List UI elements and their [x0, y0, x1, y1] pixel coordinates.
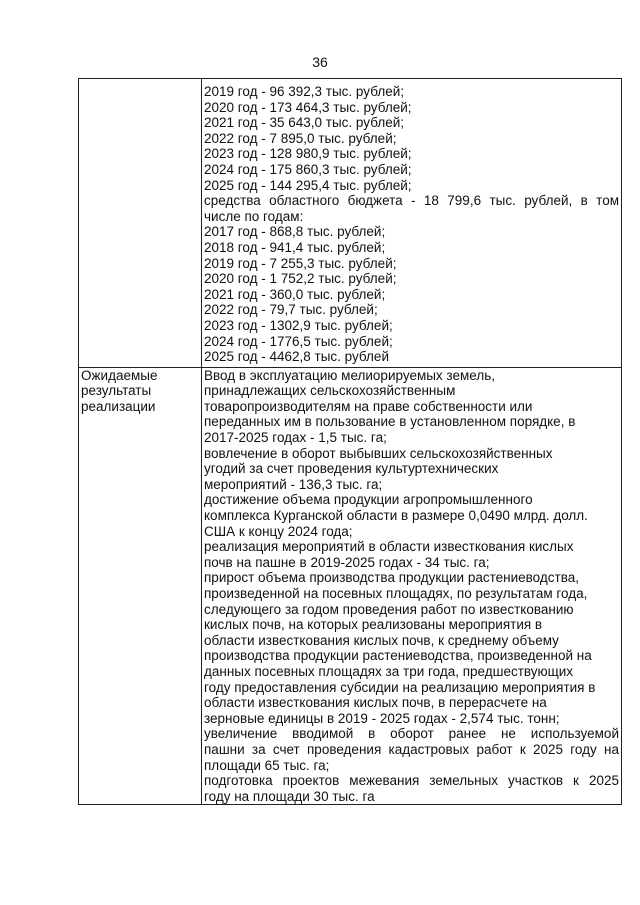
- result-line: пашни за счет проведения кадастровых работ к 2025 году на: [204, 741, 619, 757]
- result-line: реализация мероприятий в области известкования кислых: [204, 539, 574, 555]
- result-line: произведенной на посевных площадях, по результатам года,: [204, 586, 588, 601]
- funding-line: 2025 год - 144 295,4 тыс. рублей;: [204, 177, 412, 193]
- result-line: Ввод в эксплуатацию мелиорируемых земель,: [204, 367, 495, 383]
- result-line: следующего за годом проведения работ по известкованию: [204, 601, 574, 617]
- table-row-expected-results: [79, 367, 622, 805]
- result-line: принадлежащих сельскохозяйственным: [204, 383, 456, 399]
- funding-line: 2024 год - 1776,5 тыс. рублей;: [204, 333, 393, 349]
- funding-line: 2019 год - 7 255,3 тыс. рублей;: [204, 255, 397, 271]
- result-line: производства продукции растениеводства, произведенной на: [204, 648, 592, 664]
- funding-line: средства областного бюджета - 18 799,6 тыс. рублей, в том: [204, 193, 619, 209]
- result-line: достижение объема продукции агропромышленного: [204, 492, 533, 508]
- funding-line: 2025 год - 4462,8 тыс. рублей: [204, 349, 389, 365]
- result-line: 2017-2025 годах - 1,5 тыс. га;: [204, 430, 387, 446]
- result-line: комплекса Курганской области в размере 0,0490 млрд. долл.: [204, 508, 588, 524]
- funding-line: 2017 год - 868,8 тыс. рублей;: [204, 224, 386, 240]
- result-line: году на площади 30 тыс. га: [204, 788, 375, 804]
- program-table: [78, 78, 622, 805]
- result-line: вовлечение в оборот выбывших сельскохозяйственных: [204, 445, 553, 461]
- funding-content-cell: [202, 79, 622, 368]
- result-line: области известкования кислых почв, к среднему объему: [204, 632, 559, 648]
- result-line: прирост объема производства продукции растениеводства,: [204, 570, 579, 586]
- result-line: данных посевных площадях за три года, предшествующих: [204, 663, 574, 679]
- result-line: площади 65 тыс. га;: [204, 757, 330, 773]
- funding-line: 2023 год - 128 980,9 тыс. рублей;: [204, 146, 412, 162]
- funding-line: 2024 год - 175 860,3 тыс. рублей;: [204, 161, 412, 177]
- funding-line: 2021 год - 35 643,0 тыс. рублей;: [204, 115, 404, 131]
- page-number: 36: [312, 54, 328, 70]
- result-line: переданных им в пользование в установленном порядке, в: [204, 414, 576, 430]
- result-line: угодий за счет проведения культуртехнических: [204, 461, 499, 477]
- result-line: году предоставления субсидии на реализацию мероприятия в: [204, 679, 596, 695]
- result-line: кислых почв, на которых реализованы мероприятия в: [204, 617, 543, 633]
- expected-results-label-cell: [79, 367, 202, 805]
- table-row-funding: [79, 79, 622, 368]
- row-label-line: реализации: [81, 398, 156, 414]
- result-line: почв на пашне в 2019-2025 годах - 34 тыс. га;: [204, 554, 490, 570]
- expected-results-content-cell: [202, 367, 622, 805]
- funding-line: 2022 год - 7 895,0 тыс. рублей;: [204, 130, 397, 146]
- result-line: товаропроизводителям на праве собственности или: [204, 398, 533, 414]
- funding-line: 2022 год - 79,7 тыс. рублей;: [204, 302, 378, 318]
- funding-label-cell: [79, 79, 202, 368]
- funding-line: 2021 год - 360,0 тыс. рублей;: [204, 286, 386, 302]
- funding-line: 2019 год - 96 392,3 тыс. рублей;: [204, 84, 404, 99]
- row-label-line: Ожидаемые: [81, 367, 158, 383]
- result-line: мероприятий - 136,3 тыс. га;: [204, 476, 383, 492]
- funding-line: 2023 год - 1302,9 тыс. рублей;: [204, 317, 393, 333]
- result-line: зерновые единицы в 2019 - 2025 годах - 2,574 тыс. тонн;: [204, 710, 560, 726]
- funding-line: 2020 год - 173 464,3 тыс. рублей;: [204, 99, 412, 115]
- result-line: области известкования кислых почв, в перерасчете на: [204, 695, 547, 711]
- result-line: США к концу 2024 года;: [204, 523, 353, 539]
- funding-line: числе по годам:: [204, 208, 304, 224]
- funding-line: 2020 год - 1 752,2 тыс. рублей;: [204, 271, 397, 287]
- result-line: увеличение вводимой в оборот ранее не используемой: [204, 726, 619, 742]
- result-line: подготовка проектов межевания земельных участков к 2025: [204, 773, 619, 789]
- funding-line: 2018 год - 941,4 тыс. рублей;: [204, 239, 386, 255]
- row-label-line: результаты: [81, 383, 152, 399]
